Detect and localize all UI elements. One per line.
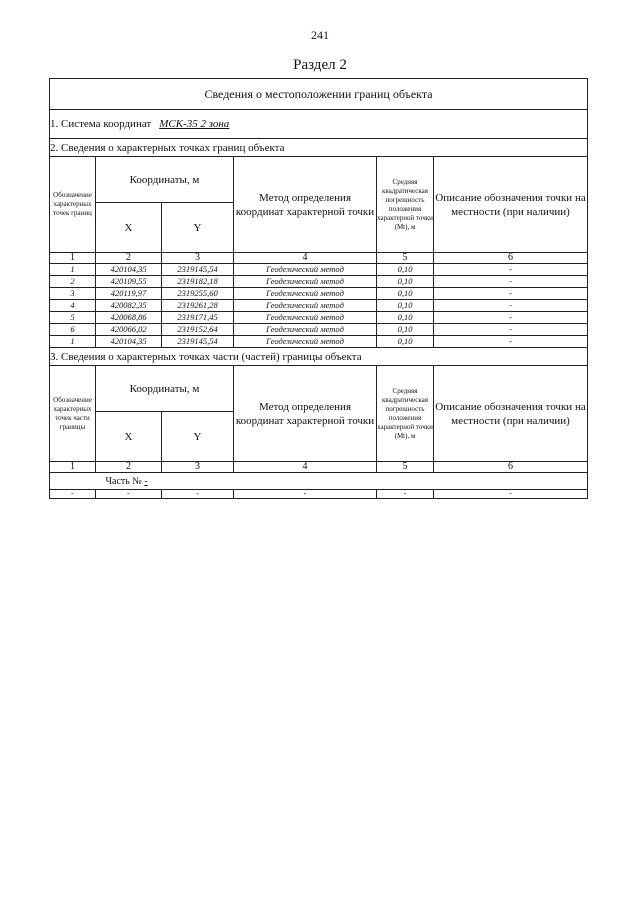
column-number: 4: [234, 462, 377, 473]
section2-method-header: Метод определения координат характерной точки: [234, 157, 377, 253]
section2-number-row: [50, 253, 588, 264]
part-number: -: [144, 475, 148, 487]
column-number: 5: [377, 253, 434, 264]
table-row: [50, 324, 588, 336]
section2-x-header: X: [96, 203, 162, 253]
coord-x: 420119,97: [96, 288, 162, 300]
method: Геодезический метод: [234, 300, 377, 312]
empty-cell: -: [234, 490, 377, 499]
description: -: [434, 264, 588, 276]
section3-method-header: Метод определения координат характерной точки: [234, 366, 377, 462]
coord-system-label: 1. Система координат: [50, 118, 152, 130]
section3-y-header: Y: [162, 412, 234, 462]
point-id: 1: [50, 264, 96, 276]
description: -: [434, 276, 588, 288]
table-row: [50, 312, 588, 324]
table-row: [50, 288, 588, 300]
coord-y: 2319182,18: [162, 276, 234, 288]
error: 0,10: [377, 264, 434, 276]
column-number: 1: [50, 462, 96, 473]
column-number: 6: [434, 462, 588, 473]
error: 0,10: [377, 288, 434, 300]
coord-x: 420109,55: [96, 276, 162, 288]
coord-y: 2319145,54: [162, 336, 234, 348]
method: Геодезический метод: [234, 336, 377, 348]
coord-x: 420104,35: [96, 264, 162, 276]
description: -: [434, 288, 588, 300]
column-number: 2: [96, 253, 162, 264]
method: Геодезический метод: [234, 312, 377, 324]
coord-y: 2319152,64: [162, 324, 234, 336]
column-number: 2: [96, 462, 162, 473]
error: 0,10: [377, 276, 434, 288]
section3-coords-header: Координаты, м: [96, 366, 234, 412]
section2-desc-header: Описание обозначения точки на местности (при наличии): [434, 157, 588, 253]
column-number: 6: [434, 253, 588, 264]
method: Геодезический метод: [234, 264, 377, 276]
error: 0,10: [377, 336, 434, 348]
section2-error-header: Средняя квадратическая погрешность положения характерной точки (Mt), м: [377, 157, 434, 253]
coord-system-row: [50, 110, 588, 139]
page-number: 241: [311, 28, 329, 42]
table-row: [50, 276, 588, 288]
description: -: [434, 312, 588, 324]
section2-title: 2. Сведения о характерных точках границ объекта: [50, 139, 588, 157]
empty-cell: -: [96, 490, 162, 499]
description: -: [434, 324, 588, 336]
part-label: Часть №: [105, 475, 142, 487]
point-id: 5: [50, 312, 96, 324]
table-row: [50, 264, 588, 276]
coord-y: 2319261,28: [162, 300, 234, 312]
description: -: [434, 336, 588, 348]
column-number: 5: [377, 462, 434, 473]
method: Геодезический метод: [234, 324, 377, 336]
empty-cell: -: [377, 490, 434, 499]
method: Геодезический метод: [234, 288, 377, 300]
column-number: 4: [234, 253, 377, 264]
section2-y-header: Y: [162, 203, 234, 253]
empty-cell: -: [50, 490, 96, 499]
point-id: 2: [50, 276, 96, 288]
point-id: 1: [50, 336, 96, 348]
point-id: 3: [50, 288, 96, 300]
coord-x: 420104,35: [96, 336, 162, 348]
section3-number-row: [50, 462, 588, 473]
section3-title: 3. Сведения о характерных точках части (частей) границы объекта: [50, 348, 588, 366]
section3-x-header: X: [96, 412, 162, 462]
section3-point-header: Обозначение характерных точек части границы: [50, 366, 96, 462]
coord-x: 420082,35: [96, 300, 162, 312]
empty-cell: -: [434, 490, 588, 499]
table-header: Сведения о местоположении границ объекта: [50, 79, 588, 110]
section3-desc-header: Описание обозначения точки на местности (при наличии): [434, 366, 588, 462]
column-number: 1: [50, 253, 96, 264]
point-id: 4: [50, 300, 96, 312]
coord-y: 2319145,54: [162, 264, 234, 276]
part-label-cell: [96, 473, 588, 490]
coord-y: 2319255,60: [162, 288, 234, 300]
error: 0,10: [377, 312, 434, 324]
coord-system-value: МСК-35 2 зона: [159, 118, 230, 130]
section2-point-header: Обозначение характерных точек границ: [50, 157, 96, 253]
method: Геодезический метод: [234, 276, 377, 288]
table-row: [50, 300, 588, 312]
column-number: 3: [162, 462, 234, 473]
coord-x: 420068,86: [96, 312, 162, 324]
column-number: 3: [162, 253, 234, 264]
coord-y: 2319171,45: [162, 312, 234, 324]
description: -: [434, 300, 588, 312]
section2-coords-header: Координаты, м: [96, 157, 234, 203]
point-id: 6: [50, 324, 96, 336]
error: 0,10: [377, 300, 434, 312]
section-title: Раздел 2: [293, 57, 347, 73]
boundary-table: [49, 78, 588, 499]
table-row: [50, 490, 588, 499]
table-row: [50, 336, 588, 348]
section3-error-header: Средняя квадратическая погрешность положения характерной точки (Mt), м: [377, 366, 434, 462]
empty-cell: -: [162, 490, 234, 499]
error: 0,10: [377, 324, 434, 336]
coord-x: 420066,02: [96, 324, 162, 336]
